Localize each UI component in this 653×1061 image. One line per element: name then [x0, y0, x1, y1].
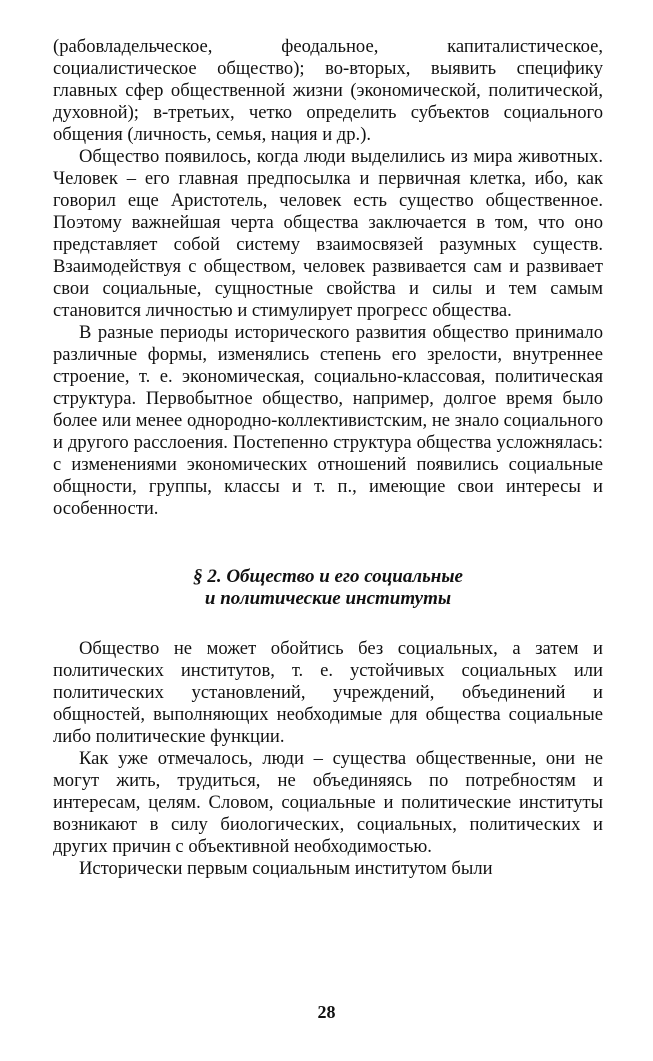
page-number: 28 — [317, 1002, 336, 1022]
section-heading-line-2: и политические институты — [204, 588, 452, 609]
page-body — [53, 36, 603, 880]
paragraph-social-beings: Как уже отмечалось, люди – существа общественные, они не могут жить, трудиться, не объединяясь по потребностям и интересам, целям. Словом, социальные и политические институты возникают в силу биологических, социальных, политических и других причин с объективной необходимостью. — [53, 748, 603, 857]
section-heading-line-1: § 2. Общество и его социальные — [193, 566, 463, 587]
section-heading — [53, 566, 603, 610]
paragraph-institutions: Общество не может обойтись без социальных, а затем и политических институтов, т. е. устойчивых социальных или политических установлений, учреждений, объединений и общностей, выполняющих необходимые для общества социальные либо политические функции. — [53, 638, 603, 747]
paragraph-society-origin: Общество появилось, когда люди выделились из мира животных. Человек – его главная предпосылка и первичная клетка, ибо, как говорил еще Аристотель, человек есть существо общественное. Поэтому важнейшая черта общества заключается в том, что оно представляет собой систему взаимосвязей разумных существ. Взаимодействуя с обществом, человек развивается сам и развивает свои социальные, сущностные свойства и силы и тем самым становится личностью и стимулирует прогресс общества. — [53, 146, 603, 321]
paragraph-first-institute: Исторически первым социальным институтом были — [79, 858, 493, 879]
paragraph-continuation: (рабовладельческое, феодальное, капиталистическое, социалистическое общество); во-вторых, выявить специфику главных сфер общественной жизни (экономической, политической, духовной); в-третьих, четко определить субъектов социального общения (личность, семья, нация и др.). — [53, 36, 603, 145]
paragraph-historical-forms: В разные периоды исторического развития общество принимало различные формы, изменялись степень его зрелости, внутреннее строение, т. е. экономическая, социально-классовая, политическая структура. Первобытное общество, например, долгое время было более или менее однородно-коллективистским, не знало социального и другого расслоения. Постепенно структура общества усложнялась: с изменениями экономических отношений появились социальные общности, группы, классы и т. п., имеющие свои интересы и особенности. — [53, 322, 603, 519]
